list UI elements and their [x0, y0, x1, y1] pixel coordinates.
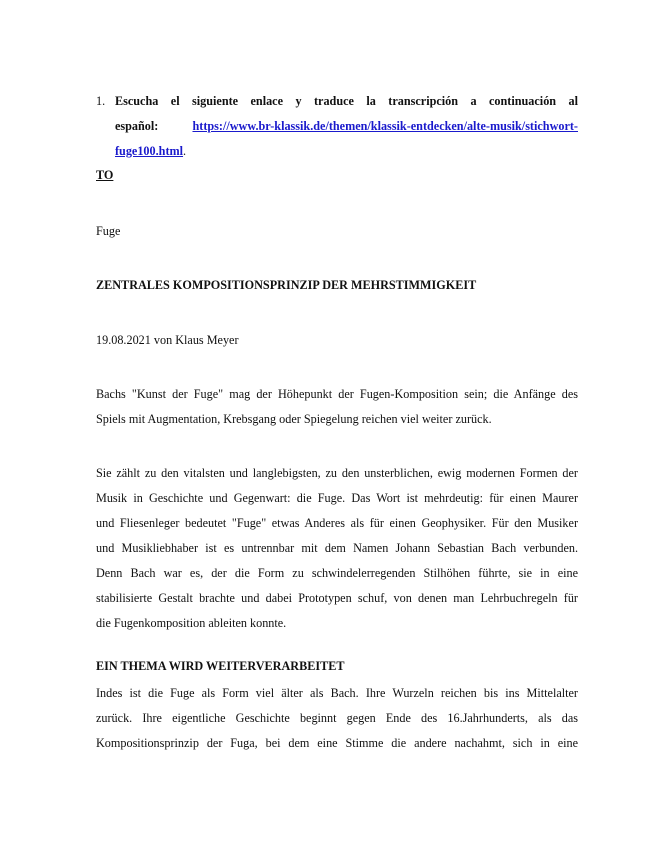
paragraph-2: [96, 461, 578, 636]
source-link-part-2[interactable]: fuge100.html: [115, 144, 184, 158]
paragraph-2-line: stabilisierte Gestalt brachte und dabei Prototypen schuf, von denen man Lehrbuchregeln für: [96, 591, 578, 605]
instruction-item: [115, 89, 578, 164]
paragraph-2-line: und Musikliebhaber ist es untrennbar mit dem Namen Johann Sebastian Bach verbunden.: [96, 541, 578, 555]
paragraph-2-line: Denn Bach war es, der die Form zu schwindelerregenden Stilhöhen führte, sie in eine: [96, 566, 578, 580]
instruction-text: Escucha el siguiente enlace y traduce la transcripción a continuación al: [115, 94, 578, 108]
section-heading: [96, 654, 578, 679]
paragraph-3-line: zurück. Ihre eigentliche Geschichte beginnt gegen Ende des 16.Jahrhunderts, als das: [96, 711, 578, 725]
paragraph-2-line: Musik in Geschichte und Gegenwart: die Fuge. Das Wort ist mehrdeutig: für einen Maurer: [96, 491, 578, 505]
instruction-period: .: [183, 144, 187, 158]
source-link-part-1[interactable]: https://www.br-klassik.de/themen/klassik-entdecken/alte-musik/stichwort-: [192, 119, 578, 133]
paragraph-1-line: Spiels mit Augmentation, Krebsgang oder Spiegelung reichen viel weiter zurück.: [96, 412, 492, 426]
to-label-text: TO: [96, 168, 114, 182]
paragraph-2-line: und Fliesenleger bedeutet "Fuge" etwas Anderes als für einen Geophysiker. Für den Musiker: [96, 516, 578, 530]
section-heading-text: EIN THEMA WIRD WEITERVERARBEITET: [96, 659, 345, 673]
paragraph-2-line: Sie zählt zu den vitalsten und langlebigsten, zu den unsterblichen, ewig modernen Formen der: [96, 466, 578, 480]
instruction-line-3: [115, 139, 578, 164]
paragraph-1: [96, 382, 578, 432]
instruction-line-2: [115, 114, 578, 139]
to-label: [96, 163, 578, 188]
doc-subtitle-text: ZENTRALES KOMPOSITIONSPRINZIP DER MEHRSTIMMIGKEIT: [96, 278, 477, 292]
instruction-prefix: español:: [115, 119, 193, 133]
paragraph-1-line: Bachs "Kunst der Fuge" mag der Höhepunkt der Fugen-Komposition sein; die Anfänge des: [96, 387, 578, 401]
paragraph-3: [96, 681, 578, 756]
byline: 19.08.2021 von Klaus Meyer: [96, 333, 239, 347]
paragraph-2-line: die Fugenkomposition ableiten konnte.: [96, 616, 287, 630]
paragraph-3-line: Kompositionsprinzip der Fuga, bei dem eine Stimme die andere nachahmt, sich in eine: [96, 736, 578, 750]
list-number: 1.: [96, 94, 106, 108]
instruction-line-1: [115, 89, 578, 114]
doc-subtitle: [96, 273, 578, 298]
doc-title: Fuge: [96, 224, 121, 238]
paragraph-3-line: Indes ist die Fuge als Form viel älter als Bach. Ihre Wurzeln reichen bis ins Mittelalter: [96, 686, 578, 700]
